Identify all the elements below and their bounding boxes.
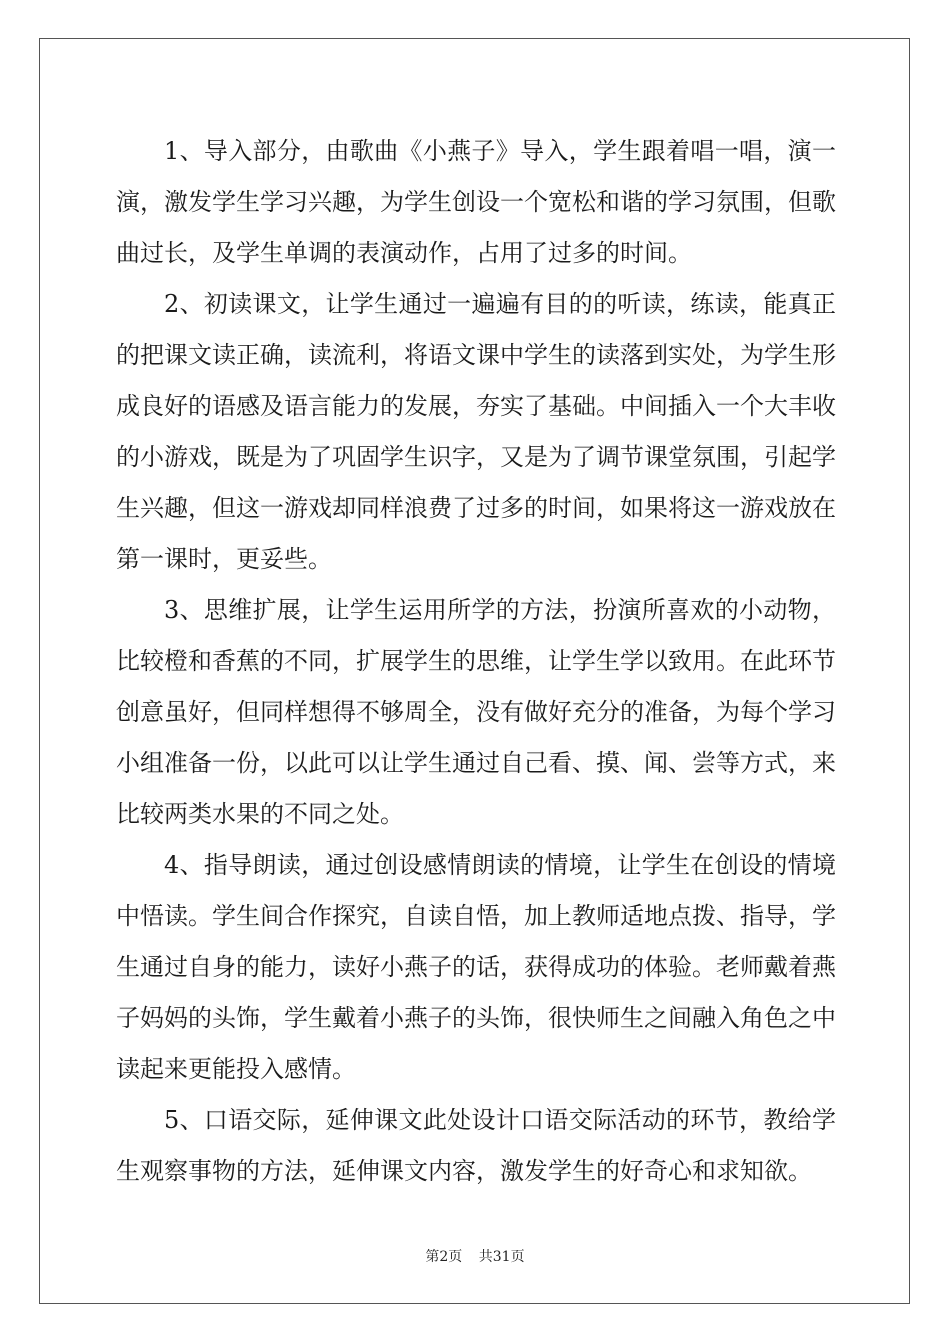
- page-total: 共31页: [478, 1249, 525, 1265]
- page-footer: [0, 1246, 950, 1266]
- paragraph-2: 2、初读课文，让学生通过一遍遍有目的的听读，练读，能真正的把课文读正确，读流利，将语文课中学生的读落到实处，为学生形成良好的语感及语言能力的发展，夯实了基础。中间插入一个大丰收的小游戏，既是为了巩固学生识字，又是为了调节课堂氛围，引起学生兴趣，但这一游戏却同样浪费了过多的时间，如果将这一游戏放在第一课时，更妥些。: [116, 290, 836, 573]
- paragraph-1: 1、导入部分，由歌曲《小燕子》导入，学生跟着唱一唱，演一演，激发学生学习兴趣，为学生创设一个宽松和谐的学习氛围，但歌曲过长，及学生单调的表演动作，占用了过多的时间。: [116, 137, 836, 267]
- page-number: 第2页: [425, 1249, 463, 1265]
- document-body: [116, 126, 836, 1197]
- paragraph-5: 5、口语交际，延伸课文此处设计口语交际活动的环节，教给学生观察事物的方法，延伸课文内容，激发学生的好奇心和求知欲。: [116, 1106, 836, 1185]
- paragraph-4: 4、指导朗读，通过创设感情朗读的情境，让学生在创设的情境中悟读。学生间合作探究，自读自悟，加上教师适地点拨、指导，学生通过自身的能力，读好小燕子的话，获得成功的体验。老师戴着燕子妈妈的头饰，学生戴着小燕子的头饰，很快师生之间融入角色之中读起来更能投入感情。: [116, 851, 836, 1083]
- paragraph-3: 3、思维扩展，让学生运用所学的方法，扮演所喜欢的小动物，比较橙和香蕉的不同，扩展学生的思维，让学生学以致用。在此环节创意虽好，但同样想得不够周全，没有做好充分的准备，为每个学习小组准备一份，以此可以让学生通过自己看、摸、闻、尝等方式，来比较两类水果的不同之处。: [116, 596, 836, 828]
